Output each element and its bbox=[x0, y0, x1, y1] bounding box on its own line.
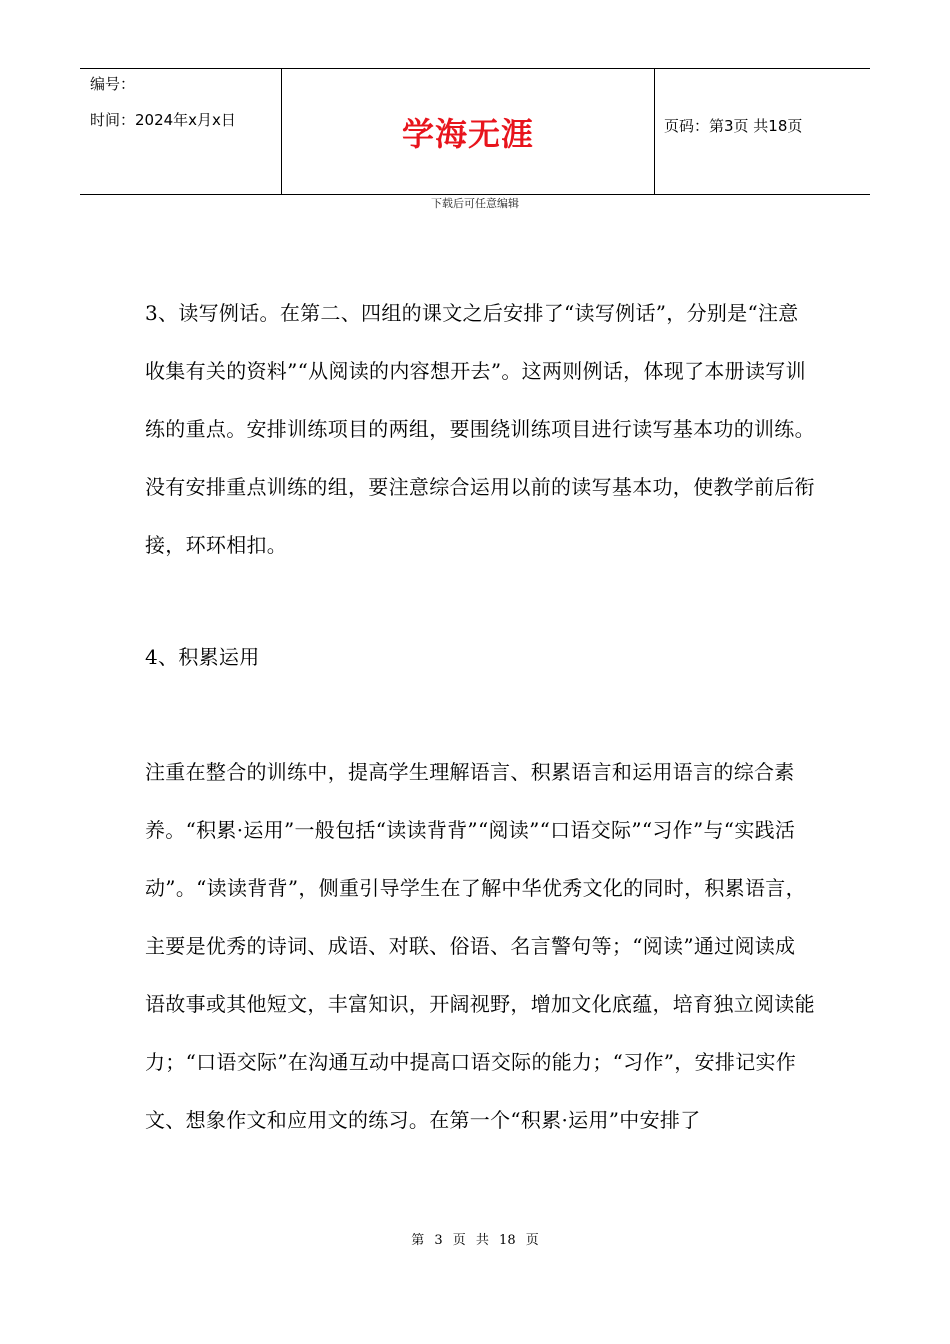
section-heading-accumulation: 4、积累运用 bbox=[145, 645, 260, 669]
page-footer: 第 3 页 共 18 页 bbox=[411, 1233, 539, 1248]
paragraph-accumulation-use: 注重在整合的训练中，提高学生理解语言、积累语言和运用语言的综合素养。“积累·运用”一般包括“读读背背”“阅读”“口语交际”“习作”与“实践活动”。“读读背背”，侧重引导学生在了解中华优秀文化的同时，积累语言，主要是优秀的诗词、成语、对联、俗语、名言警句等；“阅读”通过阅读成语故事或其他短文，丰富知识，开阔视野，增加文化底蕴，培育独立阅读能力；“口语交际”在沟通互动中提高口语交际的能力；“习作”，安排记实作文、想象作文和应用文的练习。在第一个“积累·运用”中安排了 bbox=[145, 760, 815, 1132]
header-divider-right bbox=[654, 69, 655, 194]
page-code-label: 页码：第3页 共18页 bbox=[664, 117, 803, 135]
edit-note: 下载后可任意编辑 bbox=[431, 197, 519, 210]
document-number-label: 编号： bbox=[90, 75, 136, 93]
header-table bbox=[80, 68, 870, 195]
brand-title: 学海无涯 bbox=[401, 114, 534, 153]
document-time-label: 时间：2024年x月x日 bbox=[90, 111, 236, 129]
paragraph-reading-writing-examples: 3、读写例话。在第二、四组的课文之后安排了“读写例话”，分别是“注意收集有关的资料”“从阅读的内容想开去”。这两则例话，体现了本册读写训练的重点。安排训练项目的两组，要围绕训练项目进行读写基本功的训练。没有安排重点训练的组，要注意综合运用以前的读写基本功，使教学前后衔接，环环相扣。 bbox=[145, 301, 815, 557]
